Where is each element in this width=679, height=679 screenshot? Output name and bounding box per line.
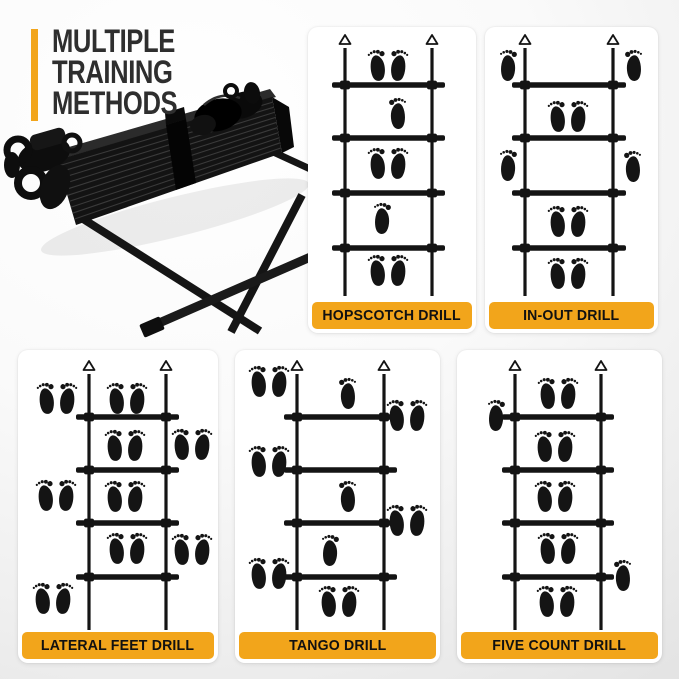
drill-card-in-out	[485, 27, 658, 333]
drill-label: FIVE COUNT DRILL	[492, 637, 627, 654]
drill-card-five-count	[457, 350, 662, 663]
title-line-1: MULTIPLE	[52, 23, 175, 59]
title-line-3: METHODS	[52, 85, 178, 121]
ladder-diagram-hopscotch	[308, 27, 476, 333]
drill-label-banner	[461, 632, 658, 659]
drill-label: HOPSCOTCH DRILL	[322, 307, 462, 324]
title-block	[31, 23, 209, 121]
drill-card-tango	[235, 350, 440, 663]
drill-label: TANGO DRILL	[288, 637, 387, 654]
unrolled-rung	[139, 251, 317, 338]
drill-label-banner	[489, 302, 654, 329]
page-title	[52, 23, 209, 121]
drill-label-banner	[22, 632, 214, 659]
ladder-diagram-lateral-feet	[18, 350, 218, 663]
drill-card-lateral-feet	[18, 350, 218, 663]
drill-label-banner	[239, 632, 436, 659]
title-accent-bar	[31, 29, 38, 121]
drill-label-banner	[312, 302, 472, 329]
drill-label: LATERAL FEET DRILL	[41, 637, 195, 654]
drill-label: IN-OUT DRILL	[523, 307, 620, 324]
ladder-diagram-tango	[235, 350, 440, 663]
drill-card-hopscotch	[308, 27, 476, 333]
ladder-diagram-five-count	[457, 350, 662, 663]
ladder-diagram-in-out	[485, 27, 658, 333]
title-line-2: TRAINING	[52, 54, 173, 90]
